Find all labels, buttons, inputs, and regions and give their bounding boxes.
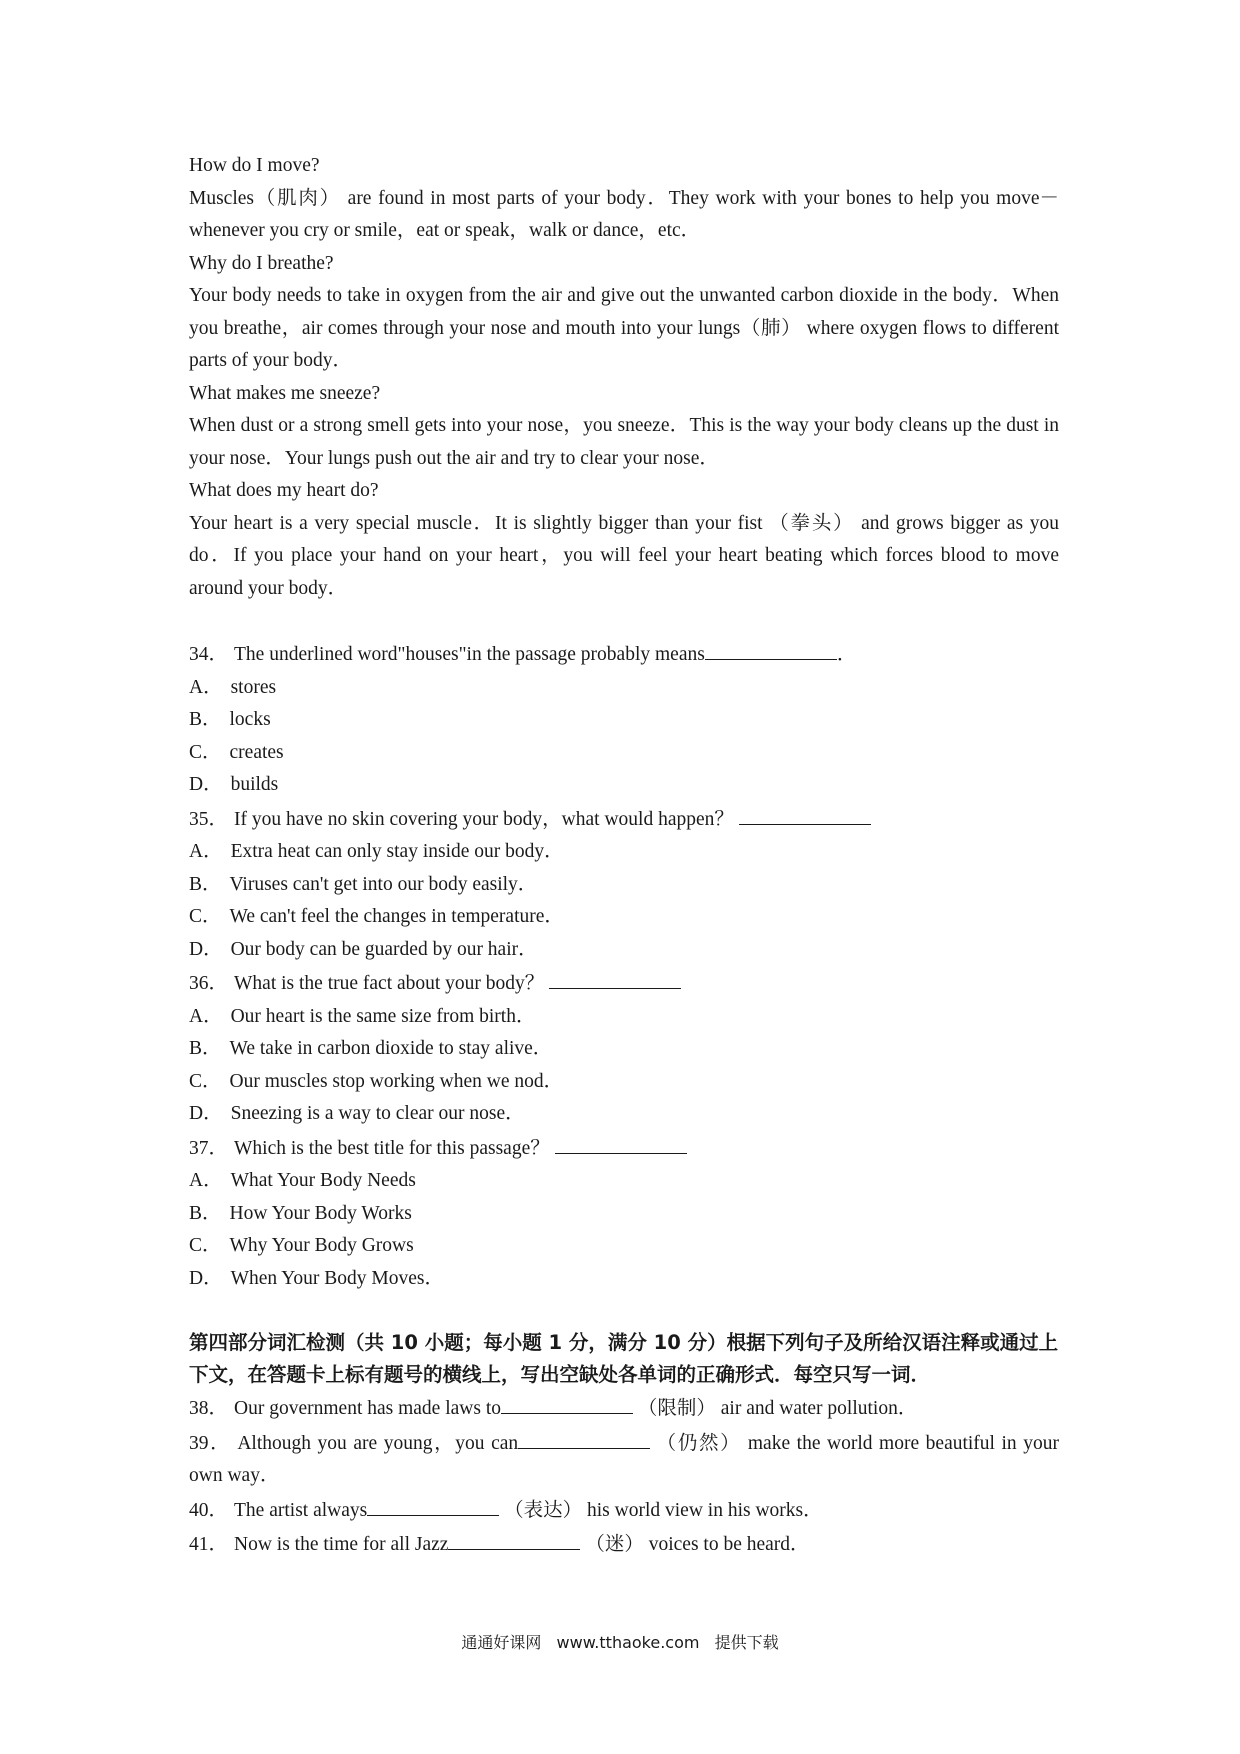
item-number: 38．: [189, 1398, 229, 1419]
option-text: What Your Body Needs: [230, 1170, 416, 1191]
question-text: Which is the best title for this passage？: [234, 1137, 550, 1159]
item-text-after: air and water pollution．: [720, 1398, 918, 1419]
item-number: 40．: [189, 1499, 229, 1521]
footer-suffix: 提供下载: [714, 1633, 779, 1652]
item-text-before: Our government has made laws to: [234, 1398, 501, 1419]
option-b[interactable]: [189, 869, 1059, 902]
passage-paragraph-sneeze: When dust or a strong smell gets into your nose，you sneeze．This is the way your body cleans up the dust in your nose．Your lungs push out the air and try to clear your nose．: [189, 415, 1059, 469]
answer-blank[interactable]: [739, 802, 871, 825]
option-letter: A．: [189, 1005, 223, 1027]
vocab-item-38: [189, 1391, 1059, 1426]
question-37: [189, 1131, 1059, 1166]
question-number: 36．: [189, 973, 229, 994]
option-text: We take in carbon dioxide to stay alive．: [229, 1038, 553, 1059]
question-end: ．: [836, 644, 857, 665]
option-letter: B．: [189, 709, 222, 730]
option-letter: C．: [189, 1235, 222, 1256]
option-text: Our body can be guarded by our hair．: [230, 938, 538, 960]
option-letter: B．: [189, 873, 222, 895]
option-letter: A．: [189, 1170, 223, 1191]
option-letter: D．: [189, 774, 223, 795]
option-a[interactable]: [189, 1165, 1059, 1198]
question-number: 35．: [189, 808, 229, 830]
option-letter: B．: [189, 1202, 222, 1224]
answer-blank[interactable]: [448, 1527, 580, 1550]
item-text-before: The artist always: [234, 1499, 368, 1521]
option-c[interactable]: [189, 901, 1059, 934]
option-text: locks: [229, 709, 271, 730]
question-35: [189, 802, 1059, 837]
answer-blank[interactable]: [501, 1391, 633, 1414]
option-d[interactable]: [189, 934, 1059, 967]
option-a[interactable]: [189, 672, 1059, 705]
answer-blank[interactable]: [518, 1426, 650, 1449]
passage-paragraph-heart: Your heart is a very special muscle．It is slightly bigger than your fist （拳头） and grows bigger as you do．If you place your hand on your heart，you will feel your heart beating which forces blood to move around your body．: [189, 512, 1059, 599]
option-letter: C．: [189, 906, 222, 927]
option-text: When Your Body Moves．: [230, 1267, 445, 1289]
option-letter: A．: [189, 676, 223, 698]
option-text: stores: [230, 676, 277, 698]
item-text-before: Although you are young，you can: [237, 1432, 519, 1454]
option-text: Sneezing is a way to clear our nose．: [230, 1103, 525, 1124]
item-hint: （表达）: [504, 1499, 583, 1521]
answer-blank[interactable]: [367, 1493, 499, 1516]
option-letter: D．: [189, 1267, 223, 1289]
item-text-after: his world view in his works．: [587, 1499, 823, 1521]
option-d[interactable]: [189, 1263, 1059, 1296]
answer-blank[interactable]: [555, 1131, 687, 1154]
footer-site-name: 通通好课网: [461, 1633, 542, 1652]
item-hint: （迷）: [585, 1534, 644, 1555]
option-text: Our muscles stop working when we nod．: [229, 1070, 564, 1092]
passage-heading-breathe: Why do I breathe?: [189, 252, 334, 274]
spacer: [189, 605, 1059, 637]
question-number: 37．: [189, 1137, 229, 1159]
item-text-before: Now is the time for all Jazz: [234, 1534, 449, 1555]
option-c[interactable]: [189, 1230, 1059, 1263]
passage-heading-move: How do I move?: [189, 155, 320, 176]
section-4-title: 第四部分词汇检测（共 10 小题；每小题 1 分，满分 10 分）根据下列句子及所给汉语注释或通过上下文，在答题卡上标有题号的横线上，写出空缺处各单词的正确形式．每空只写一词．: [189, 1331, 1059, 1386]
option-text: Extra heat can only stay inside our body．: [230, 841, 564, 862]
option-letter: D．: [189, 1103, 223, 1124]
page-footer: [0, 1630, 1240, 1653]
item-text-after: voices to be heard．: [648, 1534, 810, 1555]
option-text: builds: [230, 774, 279, 795]
option-text: Viruses can't get into our body easily．: [229, 873, 538, 895]
item-hint: （仍然）: [656, 1432, 742, 1454]
option-letter: A．: [189, 841, 223, 862]
vocab-item-40: [189, 1493, 1059, 1528]
item-number: 39．: [189, 1432, 232, 1454]
option-b[interactable]: [189, 1033, 1059, 1066]
option-b[interactable]: [189, 1198, 1059, 1231]
passage-heading-heart: What does my heart do?: [189, 480, 379, 501]
item-text-after: make the world more beautiful in your own way．: [189, 1432, 1059, 1486]
option-c[interactable]: [189, 1066, 1059, 1099]
option-text: We can't feel the changes in temperature．: [229, 906, 564, 927]
vocab-item-41: [189, 1527, 1059, 1562]
option-letter: D．: [189, 938, 223, 960]
footer-url[interactable]: www.tthaoke.com: [556, 1633, 700, 1652]
question-number: 34．: [189, 644, 229, 665]
option-b[interactable]: [189, 704, 1059, 737]
option-a[interactable]: [189, 1001, 1059, 1034]
vocab-item-39: [189, 1426, 1059, 1493]
answer-blank[interactable]: [549, 966, 681, 989]
option-letter: C．: [189, 741, 222, 763]
question-text: What is the true fact about your body？: [234, 973, 545, 994]
option-letter: B．: [189, 1038, 222, 1059]
answer-blank[interactable]: [705, 637, 837, 660]
question-34: [189, 637, 1059, 672]
item-hint: （限制）: [637, 1398, 716, 1419]
option-text: How Your Body Works: [229, 1202, 412, 1224]
option-d[interactable]: [189, 1098, 1059, 1131]
option-d[interactable]: [189, 769, 1059, 802]
option-text: Why Your Body Grows: [229, 1235, 414, 1256]
question-text: The underlined word"houses"in the passage probably means: [234, 644, 705, 665]
question-text: If you have no skin covering your body，what would happen？: [234, 808, 734, 830]
option-letter: C．: [189, 1070, 222, 1092]
question-36: [189, 966, 1059, 1001]
passage-paragraph-move: Muscles（肌肉） are found in most parts of your body．They work with your bones to help you move－whenever you cry or smile，eat or speak，walk or dance，etc．: [189, 187, 1059, 241]
item-number: 41．: [189, 1534, 229, 1555]
exam-page: [189, 150, 1059, 1562]
option-c[interactable]: [189, 737, 1059, 770]
option-text: creates: [229, 741, 284, 763]
option-text: Our heart is the same size from birth．: [230, 1005, 536, 1027]
passage-heading-sneeze: What makes me sneeze?: [189, 382, 381, 404]
option-a[interactable]: [189, 836, 1059, 869]
passage-paragraph-breathe: Your body needs to take in oxygen from the air and give out the unwanted carbon dioxide in the body．When you breathe，air comes through your nose and mouth into your lungs（肺） where oxygen flows to different parts of your body．: [189, 285, 1059, 371]
spacer: [189, 1295, 1059, 1327]
